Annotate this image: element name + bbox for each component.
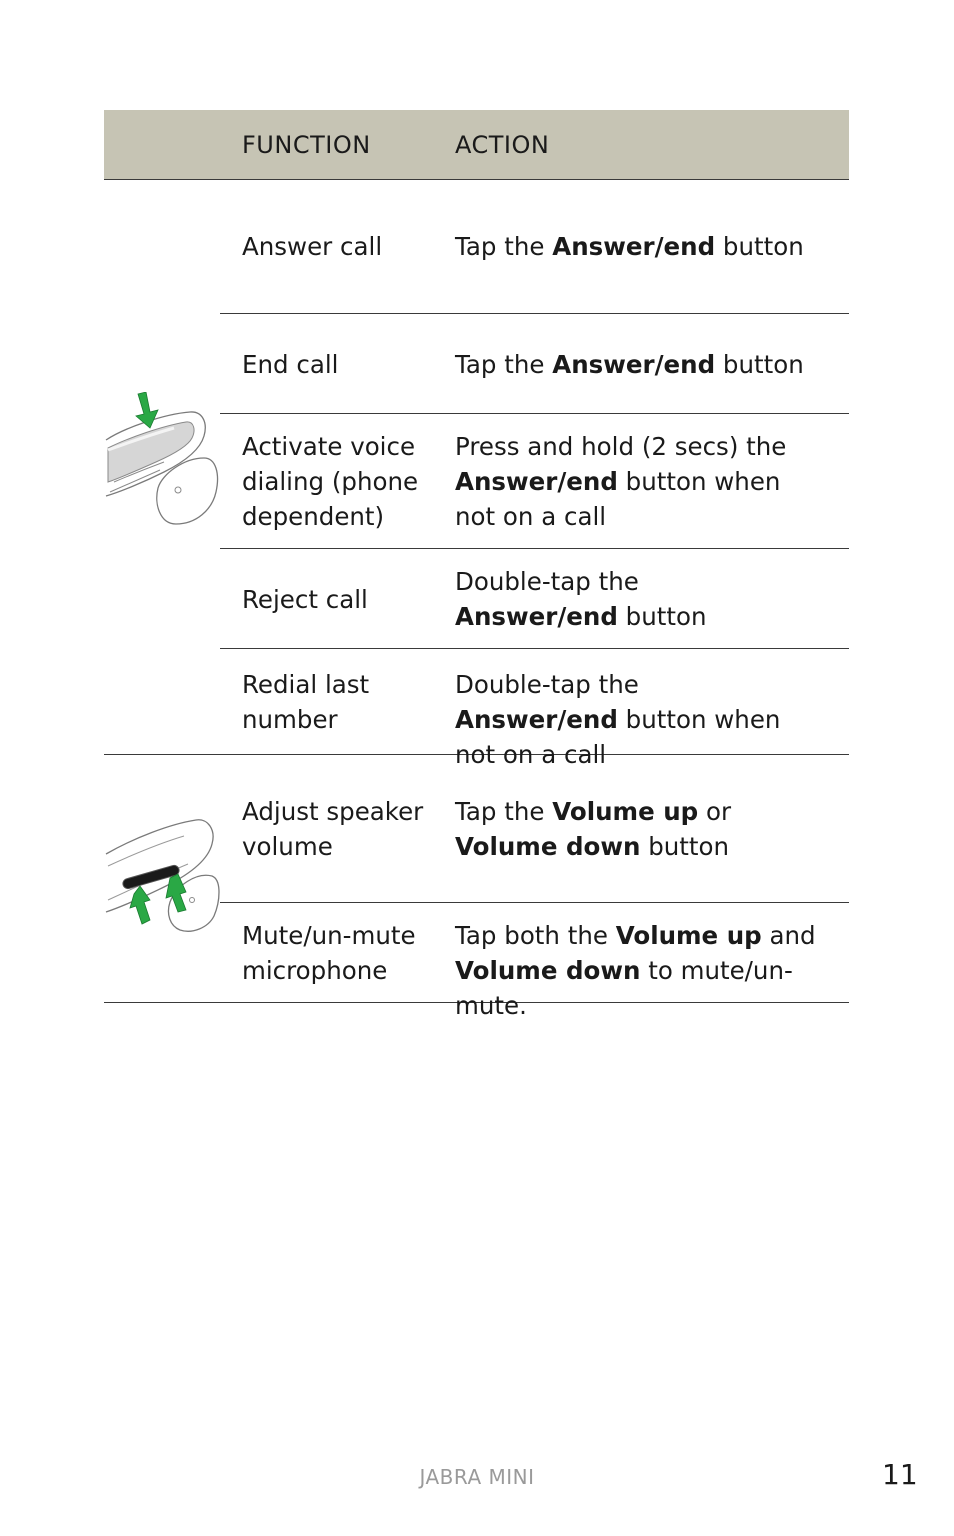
- row-divider: [220, 648, 849, 649]
- table-row-function: Redial last number: [242, 670, 370, 734]
- table-row-action: Tap the Answer/end button: [455, 350, 804, 379]
- table-row-action: Tap both the Volume up and Volume down to mute/un-mute.: [455, 921, 816, 1020]
- row-divider: [220, 548, 849, 549]
- footer-product-name: JABRA MINI: [419, 1465, 535, 1489]
- table-row-action: Press and hold (2 secs) the Answer/end button when not on a call: [455, 432, 787, 531]
- table-row-function: Reject call: [242, 585, 368, 614]
- table-row-function: Adjust speaker volume: [242, 797, 424, 861]
- table-row-action: Double-tap the Answer/end button when not on a call: [455, 670, 781, 769]
- row-divider: [220, 902, 849, 903]
- headset-volume-buttons-illustration: [104, 816, 220, 936]
- headset-answer-button-illustration: [104, 392, 220, 528]
- table-row-function: Answer call: [242, 232, 383, 261]
- row-divider: [220, 313, 849, 314]
- page-number: 11: [882, 1458, 918, 1491]
- table-row-function: Activate voice dialing (phone dependent): [242, 432, 419, 531]
- header-action: ACTION: [455, 131, 550, 159]
- table-row-action: Tap the Answer/end button: [455, 232, 804, 261]
- table-row-action: Double-tap the Answer/end button: [455, 567, 707, 631]
- table-row-function: Mute/un-mute microphone: [242, 921, 416, 985]
- table-row-action: Tap the Volume up or Volume down button: [455, 797, 732, 861]
- header-function: FUNCTION: [242, 131, 371, 159]
- row-divider: [220, 413, 849, 414]
- table-row-function: End call: [242, 350, 339, 379]
